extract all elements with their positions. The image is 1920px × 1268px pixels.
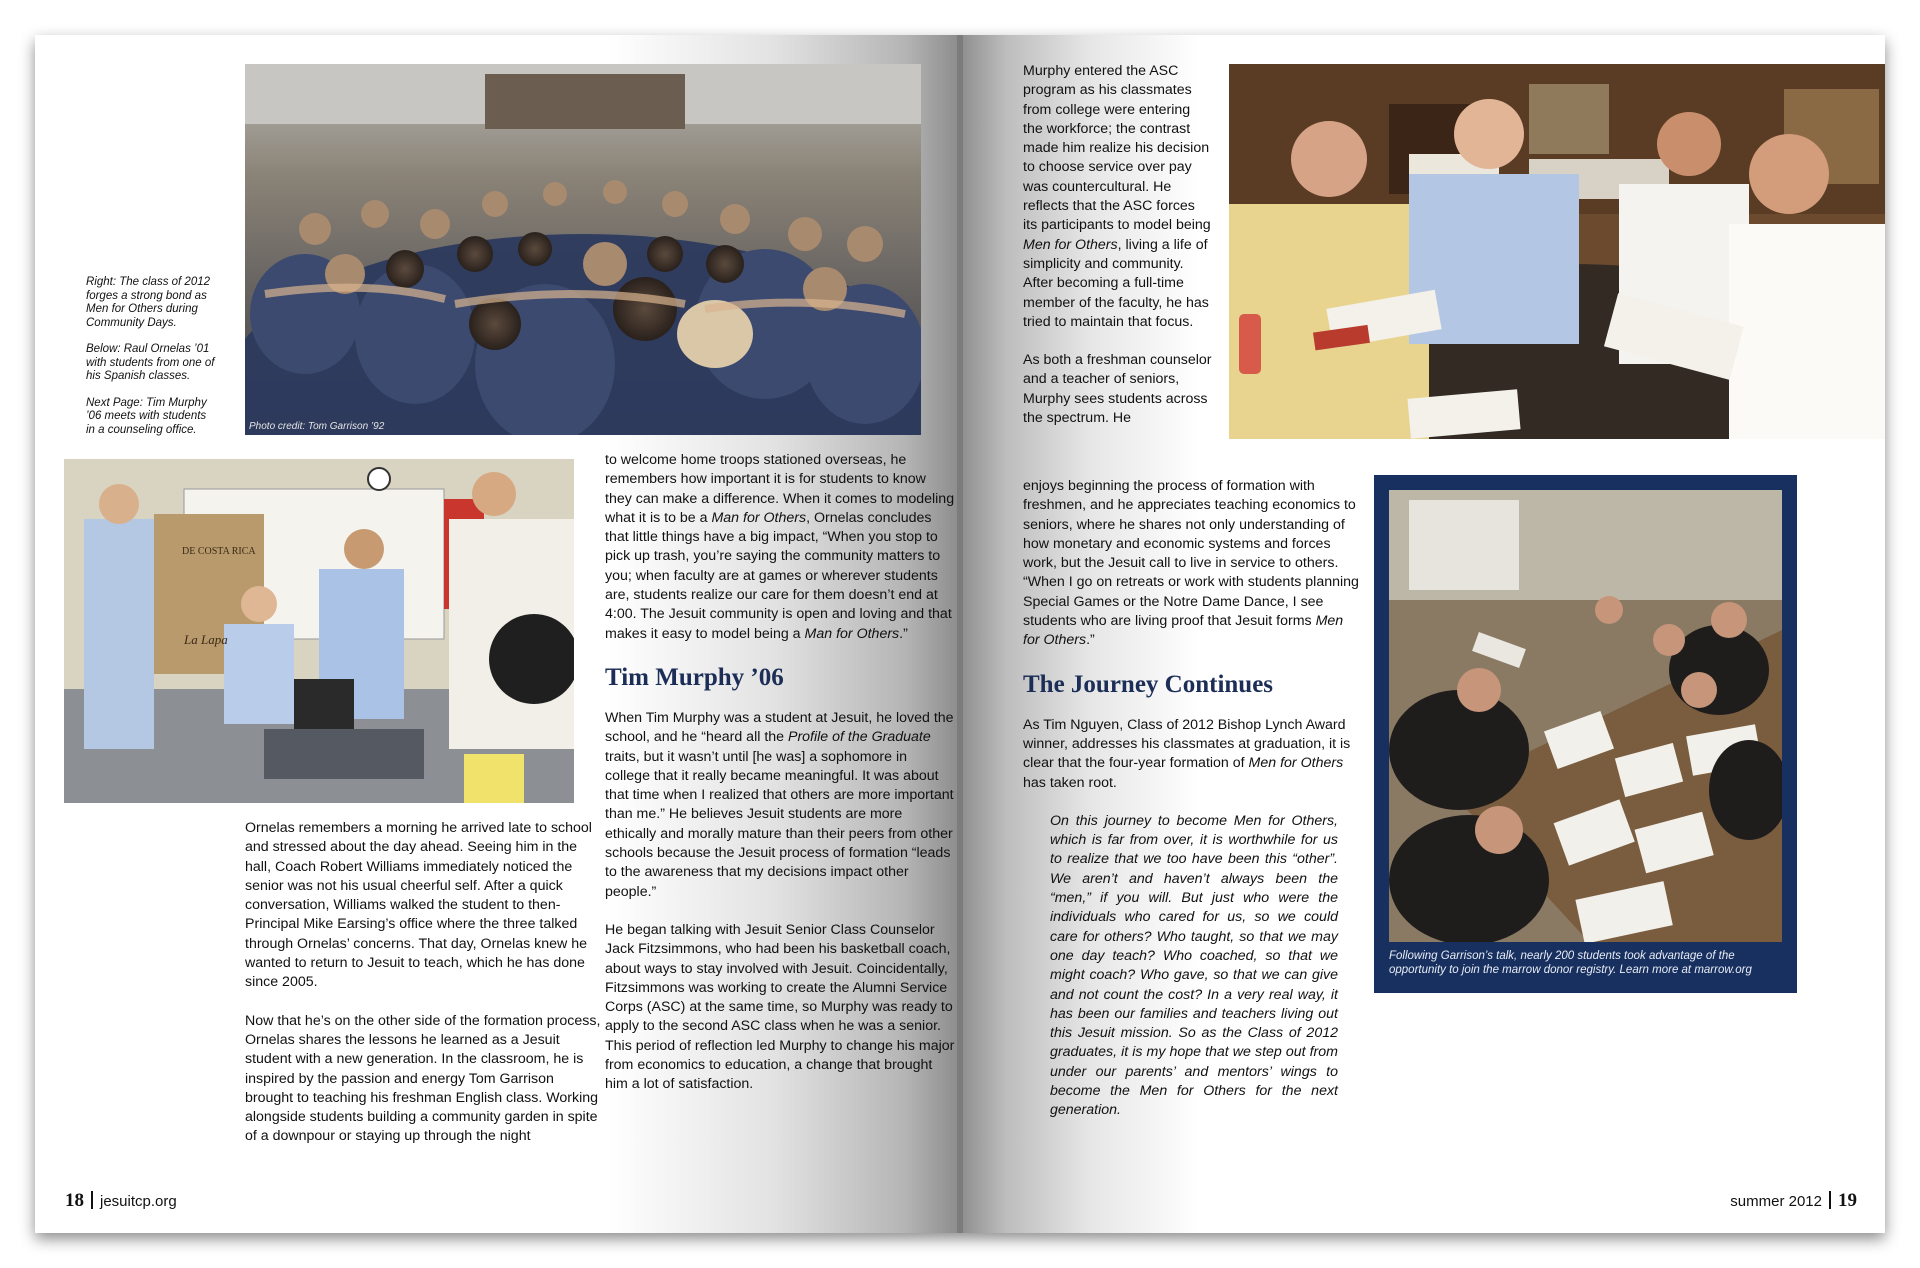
marrow-registry-photo (1389, 490, 1782, 942)
classroom-photo (64, 459, 574, 803)
left-column-2 (605, 451, 955, 1114)
issue-date: summer 2012 (1730, 1193, 1822, 1210)
right-folio (1730, 1190, 1857, 1212)
spine-fold (957, 35, 963, 1233)
photo-credit: Photo credit: Tom Garrison ’92 (249, 421, 385, 432)
paragraph: As Tim Nguyen, Class of 2012 Bishop Lynch Award winner, addresses his classmates at graduation, it is clear that the four-year formation of Men for Others has taken root. (1023, 716, 1351, 791)
page-number: 19 (1838, 1190, 1857, 1211)
section-heading-journey: The Journey Continues (1023, 670, 1274, 698)
marrow-registry-photo-frame (1374, 475, 1797, 993)
left-page (35, 35, 960, 1233)
paragraph: Now that he’s on the other side of the formation process, Ornelas shares the lessons he learned as a Jesuit student with a new generation. In the classroom, he is inspired by the passion and energy Tom Garrison brought to teaching his freshman English class. Working alongside students building a community garden in spite of a downpour or staying up through the night (245, 1012, 601, 1145)
section-heading-tim-murphy: Tim Murphy ’06 (605, 663, 784, 691)
page-number: 18 (65, 1190, 84, 1211)
paragraph: enjoys beginning the process of formation with freshmen, and he appreciates teaching economics to seniors, where he shares not only understanding of how monetary and economic systems and forces work, but the Jesuit call to live in service to others. “When I go on retreats or work with students planning Special Games or the Notre Dame Dance, I see students who are living proof that Jesuit forms Men for Others.” (1023, 478, 1359, 649)
caption-right: Right: The class of 2012 forges a strong bond as Men for Others during Community Days. (86, 276, 211, 329)
paragraph: to welcome home troops stationed overseas, he remembers how important it is for students to know they can make a difference. When it comes to modeling what it is to be a Man for Others, Ornelas concludes that little things have a big impact, “When you stop to pick up trash, you’re saying the community matters to you; when faculty are at games or wherever students are, students realize our care for them doesn’t end at 4:00. The Jesuit community is open and loving and that makes it easy to model being a Man for Others.” (605, 452, 955, 642)
caption-below: Below: Raul Ornelas ’01 with students from one of his Spanish classes. (86, 343, 215, 382)
website: jesuitcp.org (100, 1193, 177, 1210)
right-column-main (1023, 477, 1363, 1140)
right-page (960, 35, 1885, 1233)
left-folio (65, 1190, 177, 1212)
classroom-sign-text-2: La Lapa (184, 632, 228, 647)
community-days-photo (245, 64, 921, 435)
marrow-caption: Following Garrison’s talk, nearly 200 students took advantage of the opportunity to join the marrow donor registry. Learn more at marrow.org (1389, 950, 1752, 976)
paragraph: Murphy entered the ASC program as his classmates from college were entering the workforce; the contrast made him realize his decision to choose service over pay was countercultural. He reflects that the ASC forces its participants to model being Men for Others, living a life of simplicity and community. After becoming a full-time member of the faculty, he has tried to maintain that focus. (1023, 63, 1211, 330)
paragraph: Ornelas remembers a morning he arrived late to school and stressed about the day ahead. Seeing him in the hall, Coach Robert Williams immediately noticed the senior was not his usual cheerful self. After a quick conversation, Williams walked the student to then-Principal Mike Earsing’s office where the three talked through Ornelas’ concerns. That day, Ornelas knew he wanted to return to Jesuit to teach, which he has done since 2005. (245, 820, 592, 991)
paragraph: He began talking with Jesuit Senior Class Counselor Jack Fitzsimmons, who had been his basketball coach, about ways to stay involved with Jesuit. Coincidentally, Fitzsimmons was working to create the Alumni Service Corps (ASC) at the same time, so Murphy was ready to apply to the second ASC class when he was a senior. This period of reflection led Murphy to change his major from economics to education, a change that brought him a lot of satisfaction. (605, 921, 955, 1093)
paragraph: When Tim Murphy was a student at Jesuit, he loved the school, and he “heard all the Profile of the Graduate traits, but it wasn’t until [he was] a sophomore in college that it really became meaningful. It was about that time when I realized that others are more important than me.” He believes Jesuit students are more ethically and morally mature than their peers from other schools because the Jesuit process of formation “leads to the awareness that my decisions impact other people.” (605, 709, 954, 900)
right-column-top (1023, 62, 1213, 428)
graduation-quote: On this journey to become Men for Others, which is far from over, it is worthwhile for us to realize that we too have been this “other”. We aren’t and haven’t always been the “men,” if you will. But just who were the individuals who cared for us, so we could care for others? Who taught, so that we may one day teach? Who coached, so that we might coach? Who gave, so that we can give and not count the cost? In a very real way, it has been our families and teachers living out this Jesuit mission. So as the Class of 2012 graduates, it is my hope that we step out from under our parents’ and mentors’ wings to become the Men for Others for the next generation. (1050, 812, 1338, 1119)
caption-next-page: Next Page: Tim Murphy ’06 meets with students in a counseling office. (86, 396, 207, 436)
paragraph-start: As both a freshman counselor and a teacher of seniors, Murphy sees students across the spectrum. He (1023, 352, 1212, 427)
counseling-office-photo (1229, 64, 1885, 439)
classroom-sign-text: DE COSTA RICA (182, 546, 256, 557)
photo-captions (86, 276, 216, 450)
left-column-1 (245, 819, 605, 1166)
magazine-spread (35, 35, 1885, 1233)
